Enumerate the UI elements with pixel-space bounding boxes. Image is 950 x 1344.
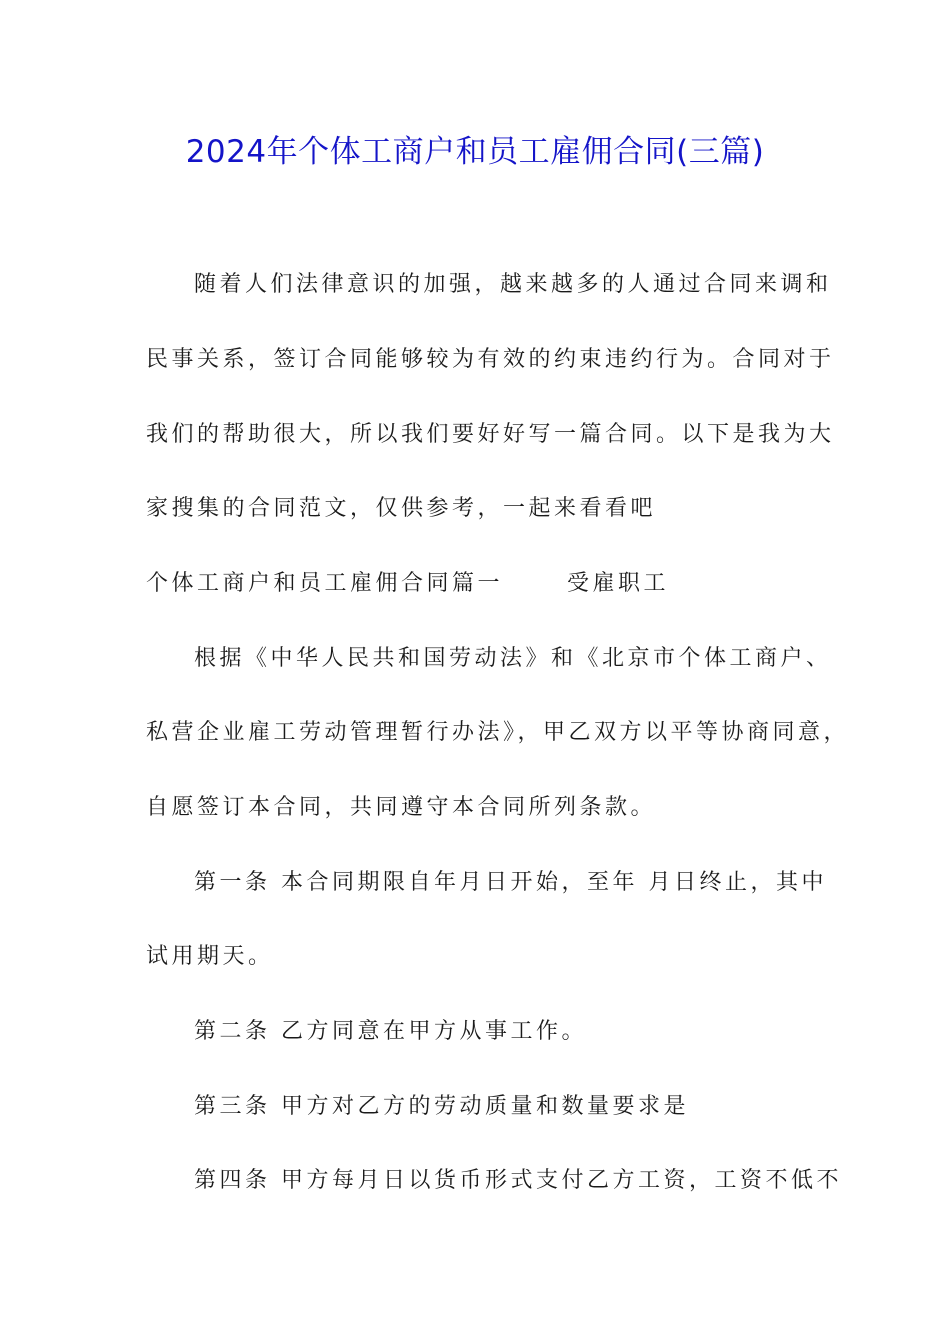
article-2: 第二条 乙方同意在甲方从事工作。 [194,1019,587,1044]
article-1-line-2: 试用期天。 [146,944,274,969]
section-heading [146,569,669,599]
article-4: 第四条 甲方每月日以货币形式支付乙方工资，工资不低不 [194,1168,842,1193]
basis-line-3: 自愿签订本合同，共同遵守本合同所列条款。 [146,795,657,820]
intro-line-2: 民事关系，签订合同能够较为有效的约束违约行为。合同对于 [146,347,835,372]
article-3: 第三条 甲方对乙方的劳动质量和数量要求是 [194,1094,689,1119]
basis-line-2: 私营企业雇工劳动管理暂行办法》，甲乙双方以平等协商同意， [146,720,850,745]
article-1-line-1: 第一条 本合同期限自年月日开始，至年 月日终止，其中 [194,870,827,895]
intro-line-3: 我们的帮助很大，所以我们要好好写一篇合同。以下是我为大 [146,422,835,447]
intro-line-4: 家搜集的合同范文，仅供参考，一起来看看吧 [146,496,657,521]
document-title: 2024年个体工商户和员工雇佣合同(三篇) [185,134,765,170]
intro-line-1: 随着人们法律意识的加强，越来越多的人通过合同来调和 [194,272,832,297]
section-heading-title: 个体工商户和员工雇佣合同篇一 [146,571,504,596]
basis-line-1: 根据《中华人民共和国劳动法》和《北京市个体工商户、 [194,646,832,671]
section-heading-subtitle: 受雇职工 [567,571,670,596]
